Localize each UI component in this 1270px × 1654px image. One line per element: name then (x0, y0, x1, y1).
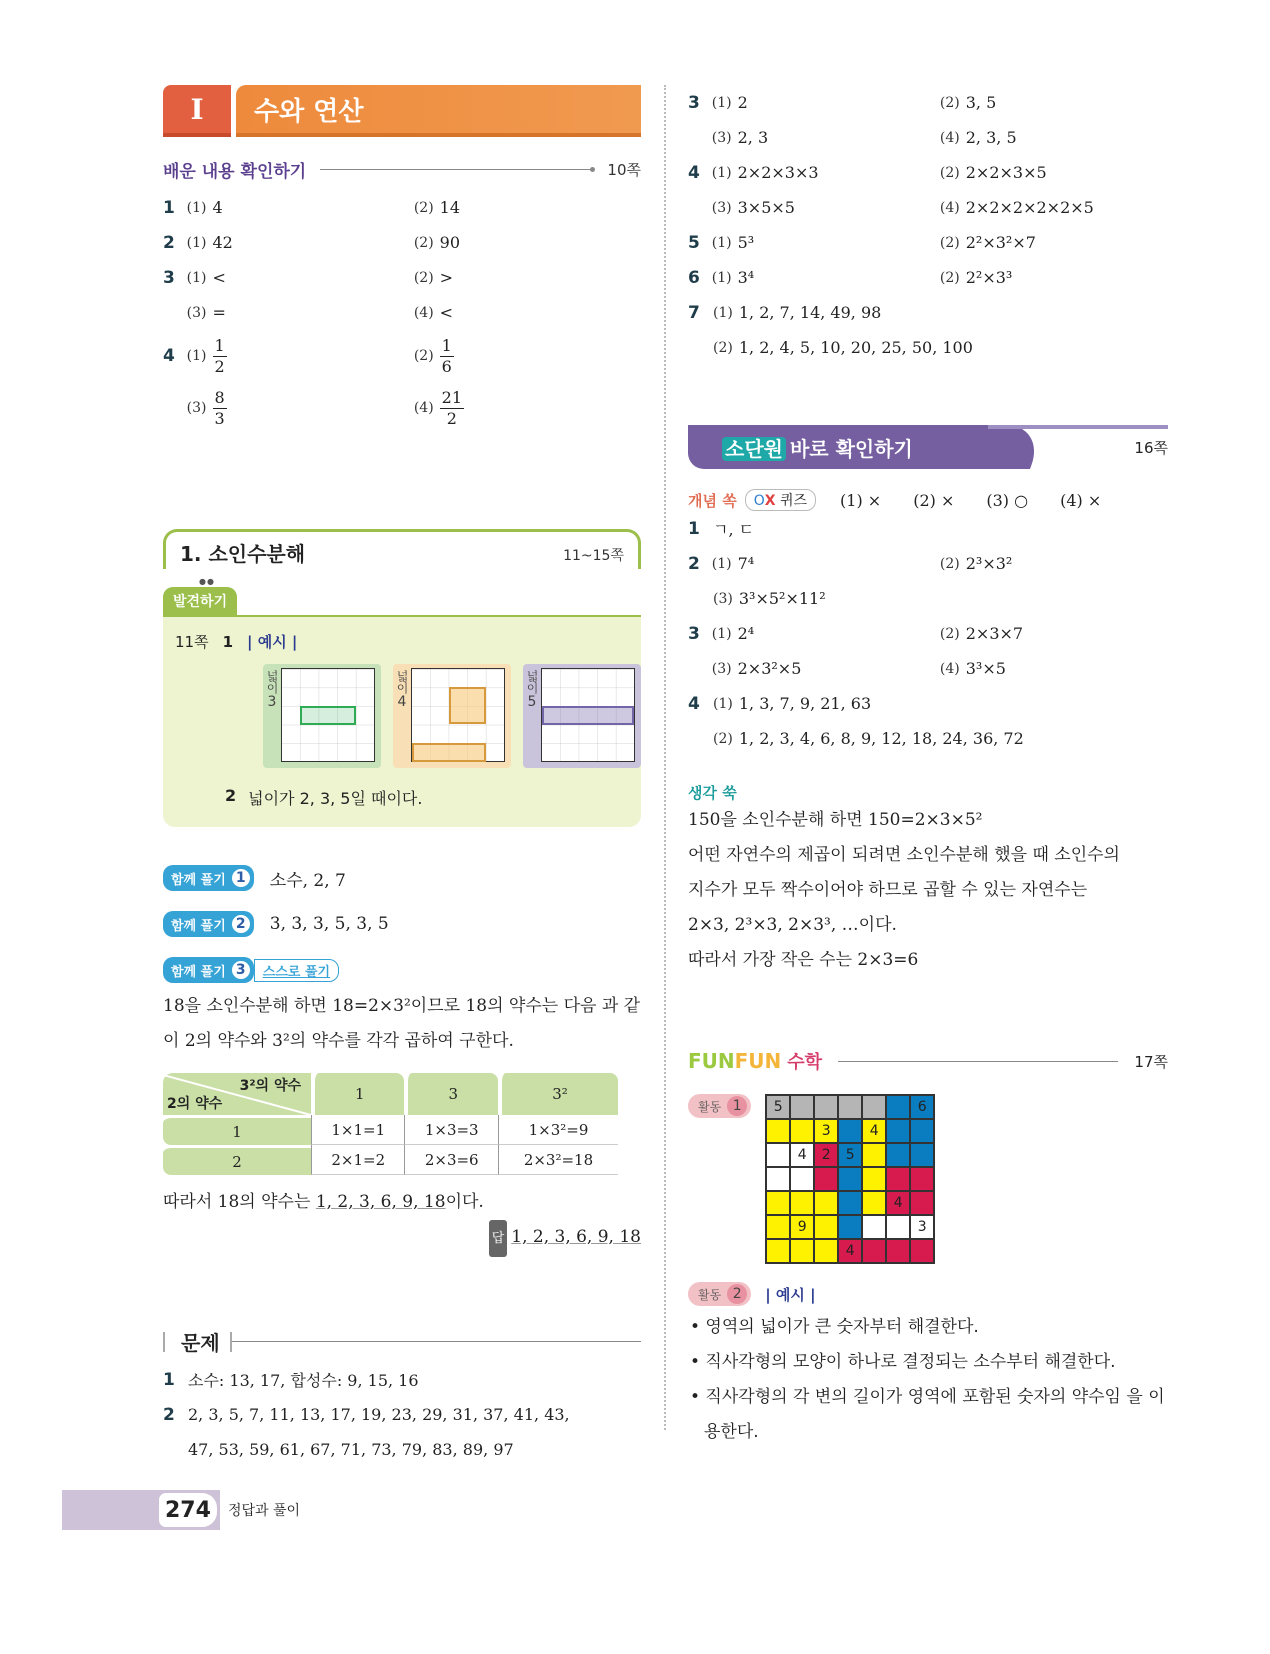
puzzle-cell (766, 1167, 790, 1191)
answer-row: 5 (1) 5³ (2) 2²×3²×7 (688, 232, 1036, 253)
answer-row: 2 (1) 7⁴ (2) 2³×3² (688, 553, 1013, 574)
puzzle-cell (814, 1095, 838, 1119)
section1-title: 1. 소인수분해 (180, 542, 306, 566)
answer-row: (3) 3×5×5 (4) 2×2×2×2×2×5 (711, 198, 1094, 217)
puzzle-cell (838, 1191, 862, 1215)
think-paragraph: 150을 소인수분해 하면 150=2×3×5² 어떤 자연수의 제곱이 되려면 소인수분해 했을 때 소인수의 지수가 모두 짝수이어야 하므로 곱할 수 있는 자연수는 2×3, 2³×3, 2×3³, …이다. 따라서 가장 작은 수는 2×3=6 (688, 810, 1120, 970)
puzzle-cell: 9 (790, 1215, 814, 1239)
answer-row: 4 (1) 2×2×3×3 (2) 2×2×3×5 (688, 162, 1047, 183)
puzzle-cell: 4 (790, 1143, 814, 1167)
puzzle-cell (886, 1239, 910, 1263)
unit-check-header: 소단원 바로 확인하기 16쪽 (688, 425, 1168, 469)
puzzle-cell (862, 1167, 886, 1191)
puzzle-cell (790, 1119, 814, 1143)
puzzle-cell: 4 (862, 1119, 886, 1143)
puzzle-cell: 5 (838, 1143, 862, 1167)
puzzle-cell (886, 1095, 910, 1119)
puzzle-cell (910, 1191, 934, 1215)
review-label: 배운 내용 확인하기 (163, 162, 307, 182)
answer-row: (3) = (4) < (186, 303, 454, 322)
puzzle-cell (790, 1239, 814, 1263)
section1-pages: 11~15쪽 (563, 548, 624, 564)
chapter-title: 수와 연산 (236, 85, 641, 137)
think-label: 생각 쑥 (688, 784, 737, 802)
puzzle-cell (910, 1167, 934, 1191)
puzzle-cell (862, 1143, 886, 1167)
puzzle-cell (814, 1167, 838, 1191)
left-column (163, 85, 641, 1467)
table-row: 1 1×1=1 1×3=3 1×3²=9 (163, 1115, 618, 1145)
ox-quiz-badge: OX 퀴즈 (745, 489, 816, 511)
puzzle-cell (766, 1191, 790, 1215)
discover-tab: ●● 발견하기 (163, 587, 237, 615)
puzzle-cell (838, 1095, 862, 1119)
unit-check-answers (688, 511, 1168, 756)
answer-row: 6 (1) 3⁴ (2) 2²×3³ (688, 267, 1013, 288)
header-rule (320, 169, 593, 170)
together-1: 함께 풀기 1 소수, 2, 7 (163, 865, 641, 891)
answer-row: 3 (1) < (2) > (163, 267, 454, 288)
problem-row: 1 소수: 13, 17, 합성수: 9, 15, 16 (163, 1369, 419, 1390)
together-badge: 함께 풀기 3 (163, 957, 254, 983)
answer-row: (3) 3³×5²×11² (713, 589, 826, 608)
answer-row: 7 (1) 1, 2, 7, 14, 49, 98 (688, 302, 882, 323)
answer-row: (3) 2×3²×5 (4) 3³×5 (711, 659, 1006, 678)
area-grids (263, 664, 629, 768)
review-page: 10쪽 (607, 161, 641, 179)
puzzle-cell (766, 1239, 790, 1263)
section1-header (163, 529, 641, 569)
grid-area-5: 넓이5 (523, 664, 641, 768)
puzzle-cell (766, 1119, 790, 1143)
puzzle-cell: 5 (766, 1095, 790, 1119)
fraction: $\frac{1}{2}$ (214, 335, 225, 376)
puzzle-cell (886, 1215, 910, 1239)
funfun-logo: FUNFUN 수학 (688, 1049, 823, 1073)
funfun-header: FUNFUN 수학 17쪽 (688, 1049, 1168, 1073)
table-corner: 3²의 약수 2의 약수 (163, 1073, 311, 1115)
page-footer (62, 1490, 300, 1530)
puzzle-cell: 4 (886, 1191, 910, 1215)
puzzle-cell (814, 1215, 838, 1239)
grid-area-4: 넓이4 (393, 664, 511, 768)
answer-row: 4 (1) $\frac{1}{2}$ (2) $\frac{1}{6}$ (163, 335, 452, 376)
activity-badge: 활동 2 (688, 1282, 751, 1306)
puzzle-cell (814, 1239, 838, 1263)
puzzle-cell (838, 1167, 862, 1191)
problem-row-cont: 47, 53, 59, 61, 67, 71, 73, 79, 83, 89, 97 (188, 1440, 514, 1459)
discover-line1: 11쪽 1 | 예시 | (175, 632, 298, 651)
fraction: $\frac{21}{2}$ (441, 387, 463, 428)
discover-line2: 2 넓이가 2, 3, 5일 때이다. (225, 786, 423, 808)
answer-row: (3) 2, 3 (4) 2, 3, 5 (711, 128, 1017, 147)
puzzle-cell (862, 1095, 886, 1119)
self-solve-tag: 스스로 풀기 (254, 959, 339, 982)
puzzle-cell (886, 1119, 910, 1143)
discover-box (163, 615, 641, 827)
puzzle-cell (886, 1143, 910, 1167)
puzzle-cell (790, 1095, 814, 1119)
together-badge: 함께 풀기 2 (163, 911, 254, 937)
puzzle-cell (766, 1215, 790, 1239)
answer-row: (2) 1, 2, 3, 4, 6, 8, 9, 12, 18, 24, 36, 72 (713, 729, 1024, 748)
answer-row: (2) 1, 2, 4, 5, 10, 20, 25, 50, 100 (713, 338, 973, 357)
puzzle-cell (838, 1215, 862, 1239)
problems-header: 문제 (163, 1327, 641, 1356)
unit-badge: 소단원 (722, 437, 786, 461)
grid-area-3: 넓이3 (263, 664, 381, 768)
example-tag: | 예시 | (247, 633, 298, 651)
answer-row: 1 (1) 4 (2) 14 (163, 197, 461, 218)
together-badge: 함께 풀기 1 (163, 865, 254, 891)
answer-row: 4 (1) 1, 3, 7, 9, 21, 63 (688, 693, 872, 714)
puzzle-cell: 3 (910, 1215, 934, 1239)
divisor-table: 3²의 약수 2의 약수 1 3 3² 1 1×1=1 1×3=3 1×3²=9 2 2×1=2 2×3=6 2×3²=18 (163, 1073, 618, 1175)
right-column (688, 85, 1168, 1450)
puzzle-cell (886, 1167, 910, 1191)
puzzle-cell (790, 1191, 814, 1215)
ox-quiz-row: 개념 쏙 OX 퀴즈 (1) × (2) × (3) ○ (4) × (688, 490, 1102, 510)
answer-row: 2 (1) 42 (2) 90 (163, 232, 461, 253)
right-top-answers (688, 85, 1168, 365)
chapter-number: I (163, 85, 231, 137)
table-row: 2 2×1=2 2×3=6 2×3²=18 (163, 1145, 618, 1175)
answer-row: 3 (1) 2⁴ (2) 2×3×7 (688, 623, 1024, 644)
puzzle-cell: 2 (814, 1143, 838, 1167)
answer-row: (3) $\frac{8}{3}$ (4) $\frac{21}{2}$ (186, 387, 463, 428)
answer-badge: 답 (489, 1220, 508, 1257)
conclusion: 따라서 18의 약수는 1, 2, 3, 6, 9, 18이다. (163, 1192, 484, 1212)
problem-row: 2 2, 3, 5, 7, 11, 13, 17, 19, 23, 29, 31, 37, 41, 43, (163, 1404, 570, 1425)
puzzle-cell (910, 1239, 934, 1263)
footer-label: 정답과 풀이 (227, 1503, 301, 1519)
puzzle-cell (814, 1191, 838, 1215)
puzzle-cell (910, 1119, 934, 1143)
final-answer: 답 1, 2, 3, 6, 9, 18 (163, 1220, 641, 1257)
together-3 (163, 957, 641, 983)
puzzle-cell: 6 (910, 1095, 934, 1119)
puzzle-cell (862, 1215, 886, 1239)
puzzle-cell (862, 1239, 886, 1263)
puzzle-cell (910, 1143, 934, 1167)
review-header (163, 157, 641, 182)
fraction: $\frac{8}{3}$ (214, 387, 225, 428)
answer-row: 3 (1) 2 (2) 3, 5 (688, 92, 997, 113)
puzzle-grid (765, 1094, 935, 1264)
activity-1 (688, 1094, 1168, 1264)
activity-2-bullets: • 영역의 넓이가 큰 숫자부터 해결한다. • 직사각형의 모양이 하나로 결정되는 소수부터 해결한다. • 직사각형의 각 변의 길이가 영역에 포함된 숫자의 약수임 을 이용한다. (690, 1317, 1165, 1442)
puzzle-cell: 3 (814, 1119, 838, 1143)
review-answers (163, 190, 641, 434)
activity-2: 활동 2 | 예시 | (688, 1282, 1168, 1306)
column-divider (664, 85, 666, 1430)
puzzle-cell (838, 1119, 862, 1143)
explanation-paragraph: 18을 소인수분해 하면 18=2×3²이므로 18의 약수는 다음 과 같이 2의 약수와 3²의 약수를 각각 곱하여 구한다. (163, 996, 641, 1051)
puzzle-cell (790, 1167, 814, 1191)
answer-row: 1 ㄱ, ㄷ (688, 518, 755, 539)
together-2: 함께 풀기 2 3, 3, 3, 5, 3, 5 (163, 911, 641, 937)
puzzle-cell (766, 1143, 790, 1167)
chapter-header (163, 85, 641, 137)
activity-badge: 활동 1 (688, 1094, 751, 1118)
puzzle-cell (862, 1191, 886, 1215)
puzzle-cell: 4 (838, 1239, 862, 1263)
page-number: 274 (156, 1490, 220, 1530)
fraction: $\frac{1}{6}$ (441, 335, 452, 376)
